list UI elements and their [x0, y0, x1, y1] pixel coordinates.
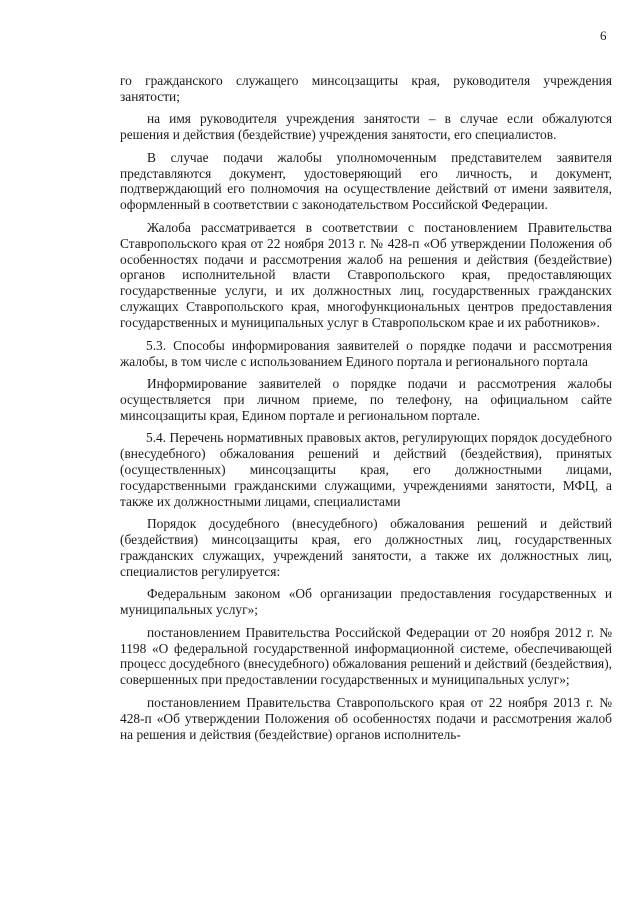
- paragraph-complaint-review: Жалоба рассматривается в соответствии с постановлением Правительства Ставропольского края от 22 ноября 2013 г. № 428-п «Об утверждении Положения об особенностях подачи и рассмотрения жалоб на решения и действия (бездействие) органов исполнительной власти Ставропольского края, предоставляющих государственные услуги, и их должностных лиц, государственных гражданских служащих Ставропольского края, многофункциональных центров предоставления государственных и муниципальных услуг в Ставропольском крае и их работников».: [120, 219, 612, 331]
- document-body: [120, 73, 612, 749]
- paragraph-informing: Информирование заявителей о порядке подачи и рассмотрения жалобы осуществляется при личном приеме, по телефону, на официальном сайте минсоцзащиты края, Едином портале и региональном портале.: [120, 375, 612, 423]
- paragraph-continuation: го гражданского служащего минсоцзащиты края, руководителя учреждения занятости;: [120, 73, 612, 104]
- paragraph-stavropol-resolution: постановлением Правительства Ставропольского края от 22 ноября 2013 г. № 428-п «Об утверждении Положения об особенностях подачи и рассмотрения жалоб на решения и действия (бездействие) органов исполнитель-: [120, 694, 612, 742]
- paragraph-federal-law: Федеральным законом «Об организации предоставления государственных и муниципальных услуг»;: [120, 586, 612, 618]
- paragraph-representative: В случае подачи жалобы уполномоченным представителем заявителя представляются документ, удостоверяющий его личность, и документ, подтверждающий его полномочия на осуществление действий от имени заявителя, оформленный в соответствии с законодательством Российской Федерации.: [120, 149, 612, 213]
- paragraph-procedure: Порядок досудебного (внесудебного) обжалования решений и действий (бездействия) минсоцзащиты края, его должностных лиц, государственных гражданских служащих, учреждений занятости, а также их должностных лиц, специалистов регулируется:: [120, 516, 612, 579]
- page-number: 6: [600, 28, 607, 43]
- paragraph-employment-head: на имя руководителя учреждения занятости – в случае если обжалуются решения и действия (бездействие) учреждения занятости, его специалистов.: [120, 111, 612, 143]
- paragraph-rf-resolution: постановлением Правительства Российской Федерации от 20 ноября 2012 г. № 1198 «О федеральной государственной информационной системе, обеспечивающей процесс досудебного (внесудебного) обжалования решений и действий (бездействия), совершенных при предоставлении государственных и муниципальных услуг»;: [120, 624, 612, 688]
- section-5-4-heading: 5.4. Перечень нормативных правовых актов, регулирующих порядок досудебного (внесудебного) обжалования решений и действий (бездействия), принятых (осуществленных) минсоцзащиты края, его должностными лицами, государственными гражданскими служащими, учреждениями занятости, МФЦ, а также их должностными лицами, специалистами: [120, 430, 612, 509]
- section-5-3-heading: 5.3. Способы информирования заявителей о порядке подачи и рассмотрения жалобы, в том числе с использованием Единого портала и регионального портала: [120, 337, 612, 369]
